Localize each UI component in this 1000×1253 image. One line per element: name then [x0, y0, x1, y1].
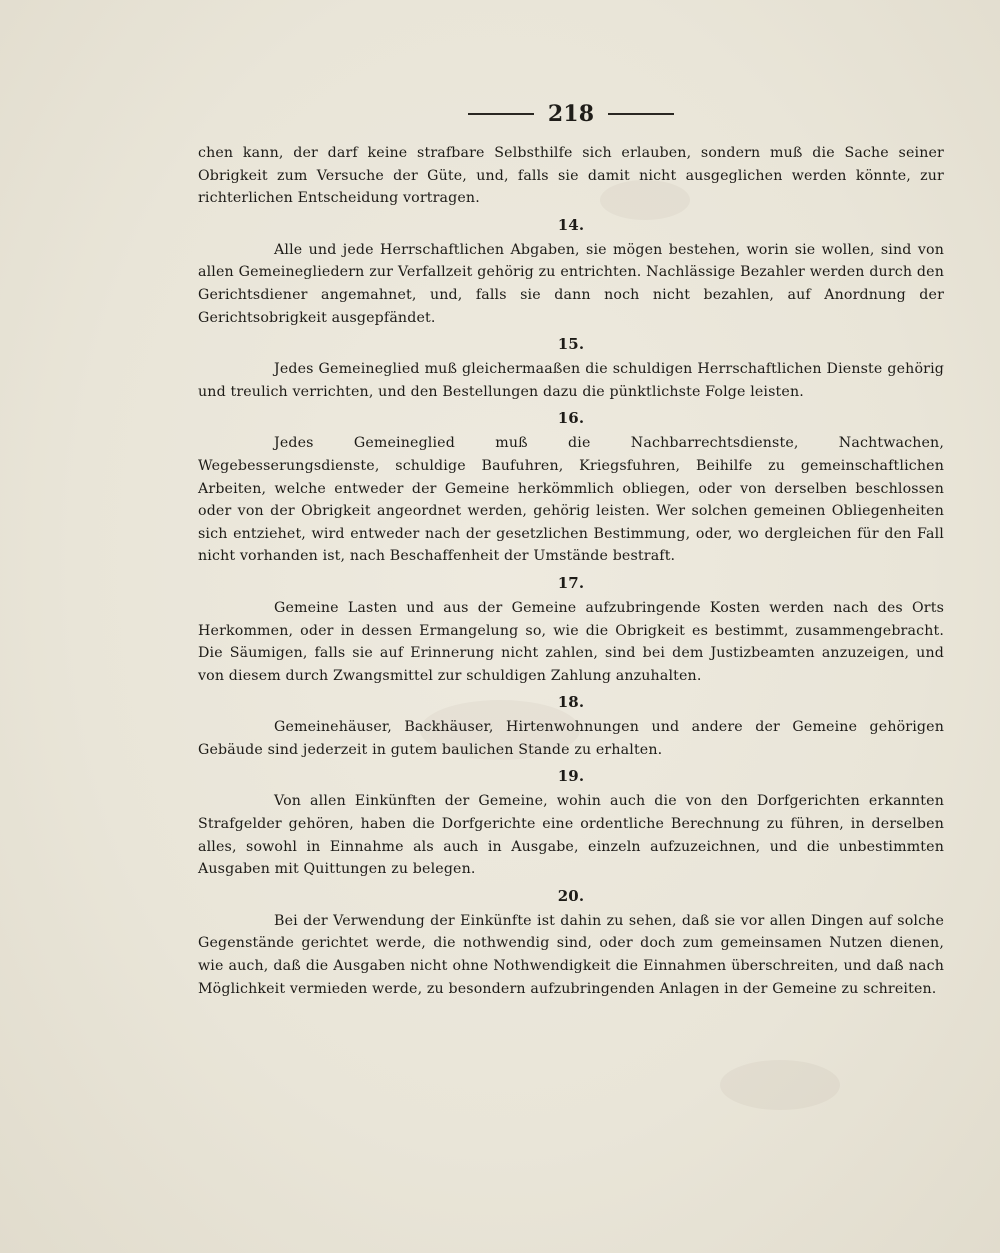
section-number: 19.	[557, 767, 585, 786]
section-text: Jedes Gemeineglied muß die Nachbarrechtsdienste, Nachtwachen, Wegebesserungsdienste, schuldige Baufuhren, Kriegsfuhren, Beihilfe zu gemeinschaftlichen Arbeiten, welche entweder der Gemeine herkömmlich obliegen, oder von derselben beschlossen oder von der Obrigkeit angeordnet werden, gehörig leisten. Wer solchen gemeinen Obliegenheiten sich entziehet, wird entweder nach der gesetzlichen Bestimmung, oder, wo dergleichen für den Fall nicht vorhanden ist, nach Beschaffenheit der Umstände bestraft.	[198, 435, 944, 565]
section-text: Alle und jede Herrschaftlichen Abgaben, sie mögen bestehen, worin sie wollen, sind von allen Gemeinegliedern zur Verfallzeit gehörig zu entrichten. Nachlässige Bezahler werden durch den Gerichtsdiener angemahnet, und, falls sie dann noch nicht bezahlen, auf Anordnung der Gerichtsobrigkeit ausgepfändet.	[198, 241, 944, 326]
paper-stain	[720, 1060, 840, 1110]
opening-paragraph: chen kann, der darf keine strafbare Selbsthilfe sich erlauben, sondern muß die Sache seiner Obrigkeit zum Versuche der Güte, und, falls sie damit nicht ausgeglichen werden könnte, zur richterlichen Entscheidung vortragen.	[198, 145, 944, 207]
section-number: 20.	[557, 886, 585, 905]
header-rule-left	[468, 113, 534, 115]
section-text: Jedes Gemeineglied muß gleichermaaßen die schuldigen Herrschaftlichen Dienste gehörig und treulich verrichten, und den Bestellungen dazu die pünktlichste Folge leisten.	[198, 361, 944, 400]
section-17	[198, 572, 944, 687]
page-header	[198, 96, 944, 132]
section-number: 18.	[557, 693, 585, 712]
section-18	[198, 691, 944, 761]
section-15	[198, 333, 944, 403]
page-number: 218	[547, 101, 595, 127]
section-20	[198, 885, 944, 1000]
section-16	[198, 407, 944, 568]
section-number: 14.	[557, 215, 585, 234]
section-text: Gemeine Lasten und aus der Gemeine aufzubringende Kosten werden nach des Orts Herkommen, oder in dessen Ermangelung so, wie die Obrigkeit es bestimmt, zusammengebracht. Die Säumigen, falls sie auf Erinnerung nicht zahlen, sind bei dem Justizbeamten anzuzeigen, und von diesem durch Zwangsmittel zur schuldigen Zahlung anzuhalten.	[198, 599, 944, 684]
section-number: 16.	[557, 409, 585, 428]
page-content	[198, 96, 944, 1000]
section-text: Gemeinehäuser, Backhäuser, Hirtenwohnungen und andere der Gemeine gehörigen Gebäude sind jederzeit in gutem baulichen Stande zu erhalten.	[198, 719, 944, 758]
section-number: 15.	[557, 335, 585, 354]
section-14	[198, 214, 944, 329]
section-number: 17.	[557, 573, 585, 592]
section-text: Bei der Verwendung der Einkünfte ist dahin zu sehen, daß sie vor allen Dingen auf solche Gegenstände gerichtet werde, die nothwendig sind, oder doch zum gemeinsamen Nutzen dienen, wie auch, daß die Ausgaben nicht ohne Nothwendigkeit die Einnahmen überschreiten, und daß nach Möglichkeit vermieden werde, zu besondern aufzubringenden Anlagen in der Gemeine zu schreiten.	[198, 912, 944, 997]
header-rule-right	[608, 113, 674, 115]
section-19	[198, 765, 944, 880]
section-text: Von allen Einkünften der Gemeine, wohin auch die von den Dorfgerichten erkannten Strafgelder gehören, haben die Dorfgerichte eine ordentliche Berechnung zu führen, in derselben alles, sowohl in Einnahme als auch in Ausgabe, einzeln aufzuzeichnen, und die unbestimmten Ausgaben mit Quittungen zu belegen.	[198, 793, 944, 878]
